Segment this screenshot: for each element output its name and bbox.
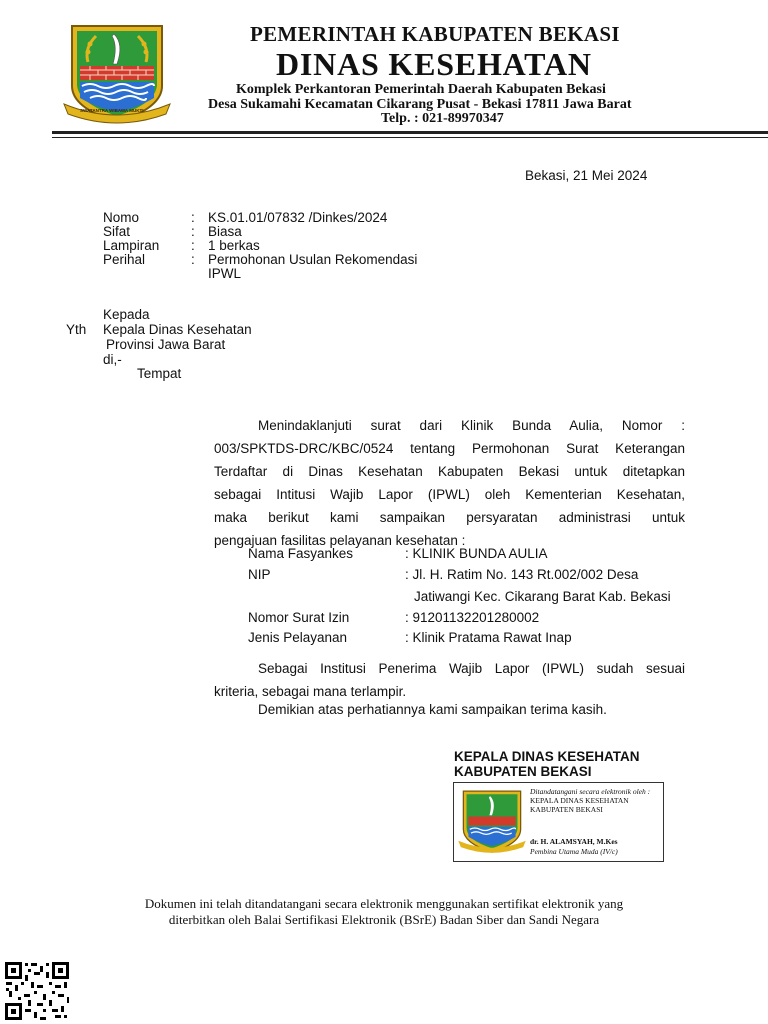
- body-p1-line: maka berikut kami sampaikan persyaratan administrasi untuk: [214, 510, 685, 525]
- meta-value-nomor: KS.01.01/07832 /Dinkes/2024: [208, 210, 388, 225]
- recipient-line1: Kepala Dinas Kesehatan: [103, 322, 252, 337]
- detail-value-cont: Jatiwangi Kec. Cikarang Barat Kab. Bekasi: [414, 589, 671, 604]
- letterhead-agency: DINAS KESEHATAN: [276, 46, 592, 82]
- signatory-title-line2: KABUPATEN BEKASI: [454, 764, 592, 779]
- recipient-line2: Provinsi Jawa Barat: [106, 337, 226, 352]
- recipient-kepada: Kepada: [103, 307, 150, 322]
- meta-value-lampiran: 1 berkas: [208, 238, 260, 253]
- meta-label-nomor: Nomo: [103, 210, 140, 225]
- letterhead-address: Desa Sukamahi Kecamatan Cikarang Pusat - Bekasi 17811 Jawa Barat: [208, 97, 632, 112]
- detail-value: : KLINIK BUNDA AULIA: [405, 546, 548, 561]
- recipient-line3: di,-: [103, 352, 122, 367]
- signatory-title-line1: KEPALA DINAS KESEHATAN: [454, 749, 640, 764]
- meta-sep: :: [191, 238, 195, 253]
- e-signature-footer: [0, 896, 768, 928]
- detail-label: Jenis Pelayanan: [248, 630, 348, 645]
- kabupaten-bekasi-emblem-small: [457, 786, 527, 856]
- meta-value-perihal-cont: IPWL: [208, 266, 242, 281]
- meta-value-perihal: Permohonan Usulan Rekomendasi: [208, 252, 418, 267]
- body-p2-line: kriteria, sebagai mana terlampir.: [214, 684, 407, 699]
- recipient-yth: Yth: [66, 322, 87, 337]
- esign-rank: Pembina Utama Muda (IV/c): [530, 847, 618, 856]
- body-paragraph-3: Demikian atas perhatiannya kami sampaikan terima kasih.: [258, 702, 607, 717]
- letterhead-divider: [52, 131, 768, 134]
- letter-date: Bekasi, 21 Mei 2024: [525, 168, 648, 183]
- esign-caption: Ditandatangani secara elektronik oleh :: [530, 787, 651, 796]
- meta-value-sifat: Biasa: [208, 224, 242, 239]
- footer-line1: Dokumen ini telah ditandatangani secara elektronik menggunakan sertifikat elektronik yang: [144, 896, 624, 911]
- body-p1-line: 003/SPKTDS-DRC/KBC/0524 tentang Permohonan Surat Keterangan: [214, 441, 685, 456]
- letterhead-government: PEMERINTAH KABUPATEN BEKASI: [250, 22, 620, 46]
- body-p2-line: Sebagai Institusi Penerima Wajib Lapor (IPWL) sudah sesuai: [258, 661, 685, 676]
- meta-sep: :: [191, 210, 195, 225]
- esign-name: dr. H. ALAMSYAH, M.Kes: [530, 837, 618, 846]
- meta-label-perihal: Perihal: [103, 252, 146, 267]
- body-p1-line: sebagai Intitusi Wajib Lapor (IPWL) oleh Kementerian Kesehatan,: [214, 487, 685, 502]
- detail-value: : Klinik Pratama Rawat Inap: [405, 630, 572, 645]
- detail-label: Nomor Surat Izin: [248, 610, 350, 625]
- footer-line2: diterbitkan oleh Balai Sertifikasi Elektronik (BSrE) Badan Siber dan Sandi Negara: [168, 912, 600, 927]
- detail-value: : Jl. H. Ratim No. 143 Rt.002/002 Desa: [405, 567, 639, 582]
- meta-label-lampiran: Lampiran: [103, 238, 160, 253]
- detail-value: : 91201132201280002: [405, 610, 540, 625]
- letterhead-complex: Komplek Perkantoran Pemerintah Daerah Kabupaten Bekasi: [236, 82, 606, 97]
- body-paragraph-2: [214, 657, 685, 703]
- e-signature-box: [453, 782, 664, 862]
- body-p1-line: Terdaftar di Dinas Kesehatan Kabupaten Bekasi untuk ditetapkan: [214, 464, 685, 479]
- detail-label: NIP: [248, 567, 271, 582]
- letterhead-divider-thin: [52, 137, 768, 138]
- meta-sep: :: [191, 224, 195, 239]
- body-p1-line: Menindaklanjuti surat dari Klinik Bunda Aulia, Nomor :: [258, 418, 685, 433]
- emblem-motto: SWATANTRA WIBAWA MUKTI: [80, 108, 144, 113]
- detail-label: Nama Fasyankes: [248, 546, 354, 561]
- meta-sep: :: [191, 252, 195, 267]
- meta-label-sifat: Sifat: [103, 224, 131, 239]
- esign-office: KABUPATEN BEKASI: [530, 805, 603, 814]
- recipient-line4: Tempat: [137, 366, 182, 381]
- body-p1-line: pengajuan fasilitas pelayanan kesehatan :: [214, 533, 466, 548]
- body-paragraph-1: [214, 414, 685, 552]
- esign-position: KEPALA DINAS KESEHATAN: [530, 796, 629, 805]
- qr-code: [4, 961, 70, 1021]
- letterhead-phone: Telp. : 021-89970347: [381, 111, 504, 126]
- signatory-title: [454, 749, 640, 779]
